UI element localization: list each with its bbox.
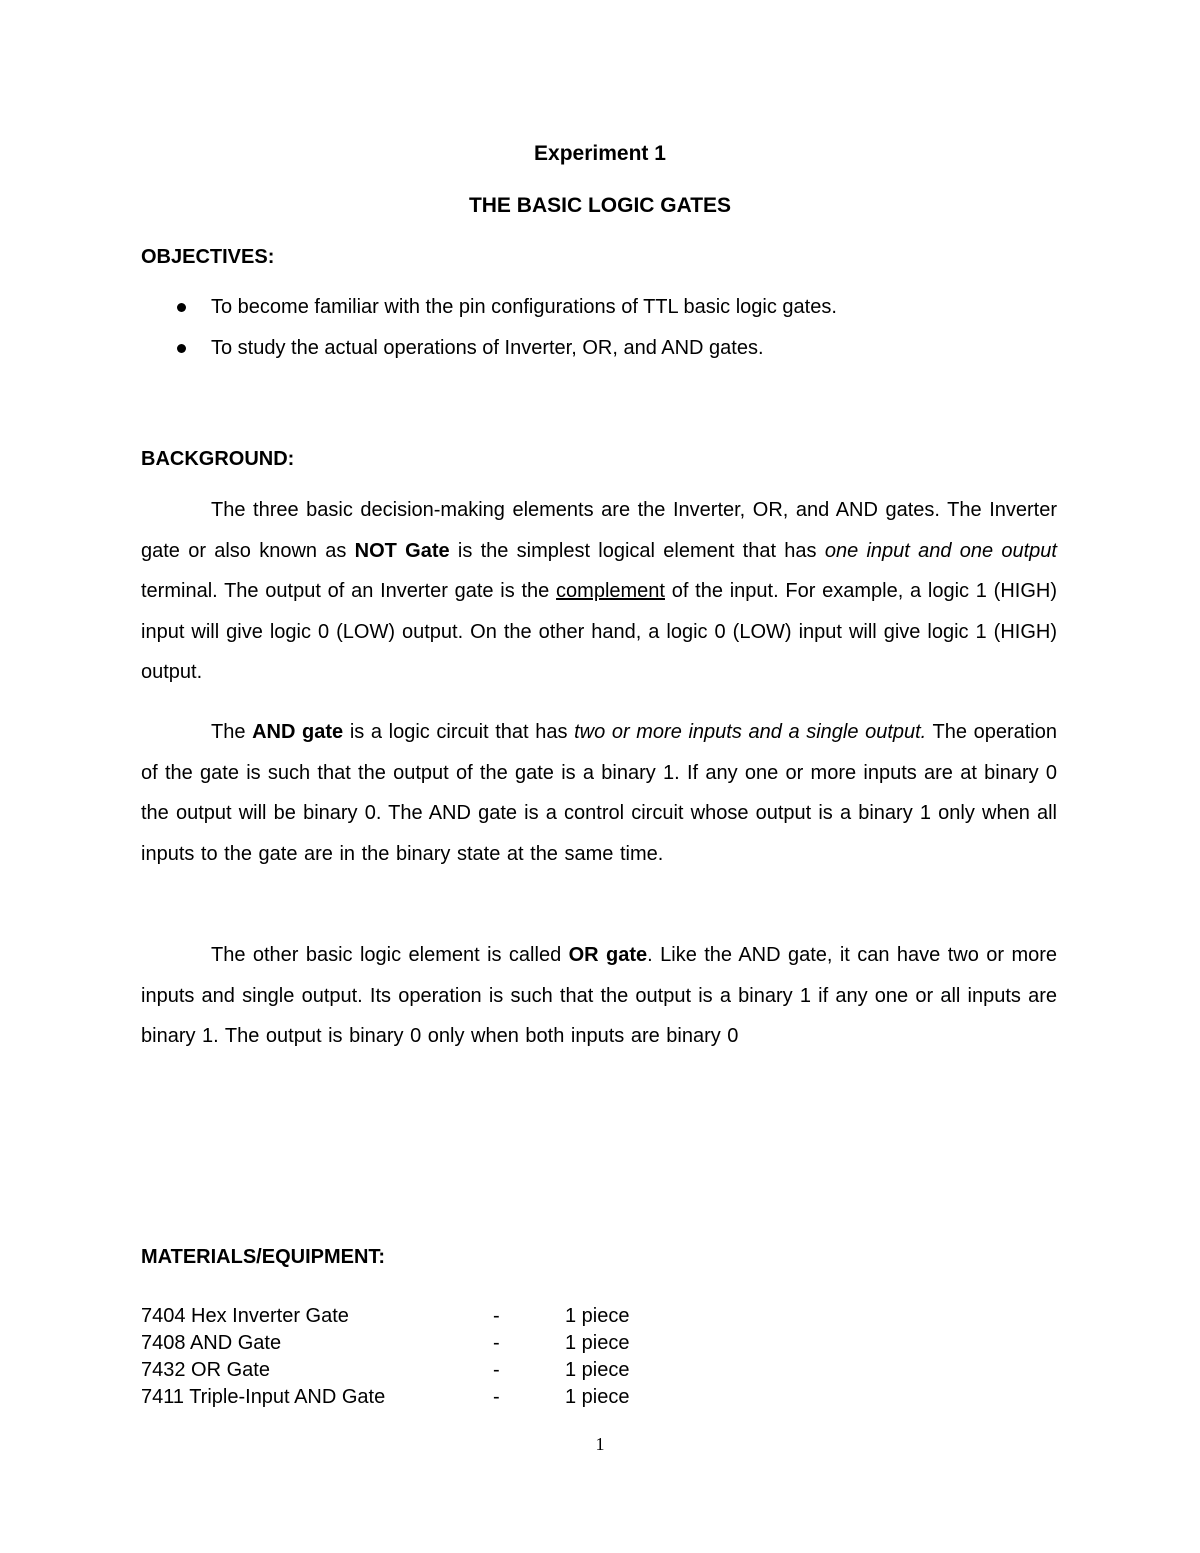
material-dash: -	[493, 1359, 500, 1381]
background-paragraph-or-gate	[141, 935, 1057, 1057]
not-gate-term: NOT Gate	[354, 539, 450, 562]
list-item	[141, 1357, 661, 1384]
material-name: 7408 AND Gate	[141, 1332, 282, 1354]
text-run: The other basic logic element is called	[211, 944, 569, 966]
text-run: The operation of the gate is such that the output of the gate is a binary 1. If any one or more inputs are at binary 0 the output will be binary 0. The AND gate is a control circuit whose output is a binary 1 only when all inputs to the gate are in the binary state at the same time.	[141, 721, 1058, 865]
text-run: of the input. For example, a logic 1 (HIGH) input will give logic 0 (LOW) output. On the other hand, a logic 0 (LOW) input will give logic 1 (HIGH) output.	[141, 580, 1057, 684]
material-dash: -	[493, 1386, 500, 1408]
material-name: 7432 OR Gate	[141, 1359, 270, 1381]
text-run: . Like the AND gate, it can have two or more inputs and single output. Its operation is such that the output is a binary 1 if any one or all inputs are binary 1. The output is binary 0 only when both inputs are binary 0	[141, 944, 1058, 1048]
list-item	[141, 1384, 661, 1411]
list-item	[141, 1303, 661, 1330]
material-quantity: 1 piece	[565, 1332, 630, 1354]
background-paragraph-not-gate	[141, 490, 1057, 693]
material-dash: -	[493, 1305, 500, 1327]
text-run: The	[211, 721, 253, 743]
page-number: 1	[595, 1434, 605, 1454]
list-item	[141, 292, 837, 333]
complement-term: complement	[556, 580, 665, 603]
emphasis-text: two or more inputs and a single output.	[574, 721, 927, 743]
bullet-icon	[177, 303, 186, 312]
text-run: The three basic decision-making elements are the Inverter, OR, and AND gates. The Inverter gate or also known as	[141, 499, 1057, 562]
material-quantity: 1 piece	[565, 1386, 630, 1408]
objective-text: To study the actual operations of Inverter, OR, and AND gates.	[211, 337, 764, 359]
materials-list	[141, 1303, 661, 1411]
materials-heading: MATERIALS/EQUIPMENT:	[141, 1246, 386, 1268]
list-item	[141, 1330, 661, 1357]
emphasis-text: one input and one output	[824, 539, 1057, 562]
and-gate-term: AND gate	[252, 721, 344, 743]
list-item	[141, 333, 837, 374]
background-heading: BACKGROUND:	[141, 448, 295, 470]
or-gate-term: OR gate	[568, 944, 648, 966]
experiment-label: Experiment 1	[534, 142, 666, 165]
text-run: is a logic circuit that has	[343, 721, 575, 743]
page-title: THE BASIC LOGIC GATES	[468, 194, 732, 217]
background-paragraph-and-gate	[141, 712, 1057, 874]
objective-text: To become familiar with the pin configurations of TTL basic logic gates.	[211, 296, 837, 318]
objectives-heading: OBJECTIVES:	[141, 246, 275, 268]
material-quantity: 1 piece	[565, 1305, 630, 1327]
objectives-list	[141, 292, 837, 374]
material-dash: -	[493, 1332, 500, 1354]
bullet-icon	[177, 344, 186, 353]
material-name: 7404 Hex Inverter Gate	[141, 1305, 349, 1327]
text-run: is the simplest logical element that has	[449, 539, 825, 562]
material-quantity: 1 piece	[565, 1359, 630, 1381]
text-run: terminal. The output of an Inverter gate is the	[141, 580, 557, 603]
material-name: 7411 Triple-Input AND Gate	[141, 1386, 386, 1408]
